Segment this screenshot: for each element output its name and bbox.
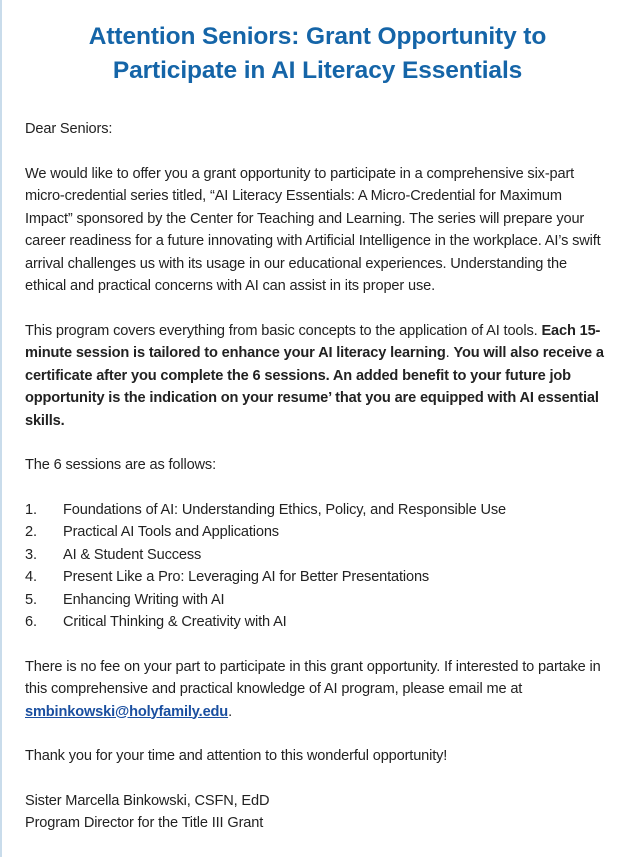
program-certificate-highlight: You will also receive a certificate after you complete the 6 sessions. An added benefit to your future job opportunity is the indication on your resume’ that you are equipped with AI essential skills. [25, 345, 604, 429]
session-title: Present Like a Pro: Leveraging AI for Better Presentations [63, 569, 430, 585]
fee-text: There is no fee on your part to participate in this grant opportunity. If interested to partake in this comprehensive and practical knowledge of AI program, please email me at [25, 658, 601, 697]
list-item [25, 499, 610, 522]
thanks-paragraph: Thank you for your time and attention to this wonderful opportunity! [25, 748, 448, 764]
session-number: 3. [25, 546, 37, 563]
page-title: Attention Seniors: Grant Opportunity to Participate in AI Literacy Essentials [88, 23, 547, 84]
program-paragraph [25, 320, 610, 433]
program-text: This program covers everything from basic concepts to the application of AI tools. [25, 322, 542, 339]
salutation: Dear Seniors: [25, 121, 113, 137]
program-separator: . [445, 345, 454, 361]
session-number: 2. [25, 524, 37, 540]
signature-name: Sister Marcella Binkowski, CSFN, EdD [25, 792, 270, 809]
session-title: Practical AI Tools and Applications [63, 524, 279, 540]
session-number: 5. [25, 591, 37, 608]
session-title: Enhancing Writing with AI [63, 591, 225, 608]
list-item [25, 566, 610, 589]
list-item [25, 521, 610, 544]
session-title: Foundations of AI: Understanding Ethics, Policy, and Responsible Use [63, 501, 507, 518]
letter [25, 20, 610, 835]
fee-end: . [228, 703, 232, 720]
session-number: 4. [25, 569, 37, 585]
sessions-intro: The 6 sessions are as follows: [25, 457, 216, 473]
signature-block [25, 790, 610, 835]
email-link[interactable]: smbinkowski@holyfamily.edu [25, 703, 229, 720]
list-item [25, 611, 610, 634]
letter-body [25, 118, 610, 835]
session-number: 1. [25, 501, 37, 518]
signature-role: Program Director for the Title III Grant [25, 815, 264, 831]
session-number: 6. [25, 614, 37, 630]
page-left-border [0, 0, 2, 857]
session-title: Critical Thinking & Creativity with AI [63, 614, 287, 630]
fee-paragraph [25, 656, 610, 724]
sessions-list [25, 499, 610, 634]
session-title: AI & Student Success [63, 546, 202, 563]
list-item [25, 589, 610, 612]
list-item [25, 544, 610, 567]
intro-paragraph: We would like to offer you a grant opportunity to participate in a comprehensive six-part micro-credential series titled, “AI Literacy Essentials: A Micro-Credential for Maximum Impact” sponsored by the Center for Teaching and Learning. The series will prepare your career readiness for a future innovating with Artificial Intelligence in the workplace. AI’s swift arrival challenges us with its usage in our educational experiences. Understanding the ethical and practical concerns with AI can assist in its proper use. [25, 165, 601, 294]
program-session-highlight: Each 15-minute session is tailored to enhance your AI literacy learning [25, 322, 601, 361]
